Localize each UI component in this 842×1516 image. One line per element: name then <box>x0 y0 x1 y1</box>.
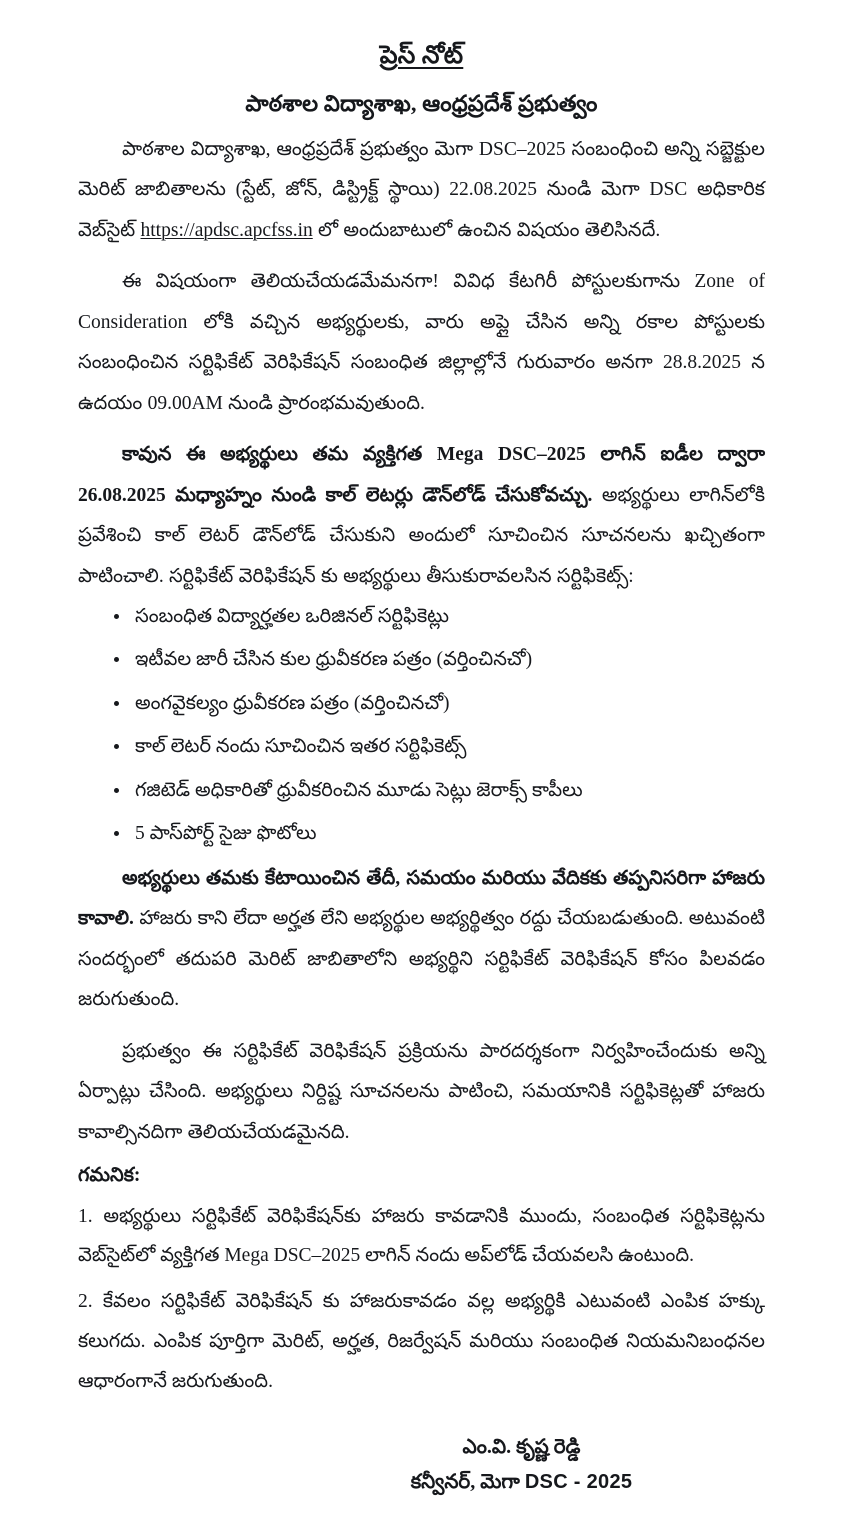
list-item <box>78 734 765 761</box>
note-heading: గమనిక: <box>78 1165 141 1187</box>
signatory-role <box>278 1466 765 1498</box>
note-item-2: 2. కేవలం సర్టిఫికేట్ వెరిఫికేషన్ కు హాజరుకావడం వల్ల అభ్యర్థికి ఎటువంటి ఎంపిక హక్కు కలుగదు. ఎంపిక పూర్తిగా మెరిట్, అర్హత, రిజర్వేషన్ మరియు సంబంధిత నియమనిబంధనల ఆధారంగానే జరుగుతుంది. <box>78 1291 765 1392</box>
bullet-icon <box>114 788 119 793</box>
signatory-role-latin: DSC - 2025 <box>524 1470 633 1493</box>
bullet-icon <box>114 744 119 749</box>
paragraph-1 <box>78 130 765 252</box>
list-item <box>78 604 765 631</box>
note-item-1: 1. అభ్యర్థులు సర్టిఫికేట్ వెరిఫికేషన్‌కు హాజరు కావడానికి ముందు, సంబంధిత సర్టిఫికెట్లను వెబ్‌సైట్‌లో వ్యక్తిగత Mega DSC–2025 లాగిన్ నందు అప్‌లోడ్ చేయవలసి ఉంటుంది. <box>78 1205 765 1267</box>
list-item <box>78 778 765 805</box>
paragraph-4-rest: హాజరు కాని లేదా అర్హత లేని అభ్యర్థుల అభ్యర్థిత్వం రద్దు చేయబడుతుంది. అటువంటి సందర్భంలో తదుపరి మెరిట్ జాబితాలోని అభ్యర్థిని సర్టిఫికేట్ వెరిఫికేషన్ కోసం పిలవడం జరుగుతుంది. <box>78 908 765 1011</box>
list-item <box>78 691 765 718</box>
list-item-label: గజిటెడ్ అధికారితో ధ్రువీకరించిన మూడు సెట్లు జెరాక్స్ కాపీలు <box>135 779 583 801</box>
list-item-label: 5 పాస్‌పోర్ట్ సైజు ఫొటోలు <box>135 823 317 845</box>
signatory-name: ఎం.వి. కృష్ణ రెడ్డి <box>462 1435 581 1458</box>
paragraph-2: ఈ విషయంగా తెలియచేయడమేమనగా! వివిధ కేటగిరీ పోస్టులకుగాను Zone of Consideration లోకి వచ్చిన అభ్యర్థులకు, వారు అప్లై చేసిన అన్ని రకాల పోస్టులకు సంబంధించిన సర్టిఫికేట్ వెరిఫికేషన్ సంబంధిత జిల్లాల్లోనే గురువారం అనగా 28.8.2025 న ఉదయం 09.00AM నుండి ప్రారంభమవుతుంది. <box>78 271 765 414</box>
signature-block <box>78 1432 765 1498</box>
department-subtitle: పాఠశాల విద్యాశాఖ, ఆంధ్రప్రదేశ్ ప్రభుత్వం <box>245 91 598 117</box>
paragraph-3-rest: అభ్యర్థులు లాగిన్‌లోకి ప్రవేశించి కాల్ లెటర్ డౌన్‌లోడ్ చేసుకుని అందులో సూచించిన సూచనలను ఖచ్చితంగా పాటించాలి. సర్టిఫికేట్ వెరిఫికేషన్ కు అభ్యర్థులు తీసుకురావలసిన సర్టిఫికెట్స్: <box>78 484 766 587</box>
list-item-label: కాల్ లెటర్ నందు సూచించిన ఇతర సర్టిఫికెట్స్ <box>135 736 467 758</box>
paragraph-3-highlight: కావున ఈ అభ్యర్థులు తమ వ్యక్తిగత Mega DSC–2025 లాగిన్ ఐడీల ద్వారా 26.08.2025 మధ్యాహ్నం నుండి కాల్ లెటర్లు డౌన్‌లోడ్ చేసుకోవచ్చు. <box>78 444 765 506</box>
bullet-icon <box>114 657 119 662</box>
page-title-text: ప్రెస్ నోట్ <box>379 42 464 69</box>
paragraph-1-text-before-link: పాఠశాల విద్యాశాఖ, ఆంధ్రప్రదేశ్ ప్రభుత్వం మెగా DSC–2025 సంబంధించి అన్ని సబ్జెక్టుల మెరిట్ జాబితాలను (స్టేట్, జోన్, డిస్ట్రిక్ట్ స్థాయి) 22.08.2025 నుండి మెగా DSC అధికారిక వెబ్‌సైట్ <box>78 138 765 241</box>
list-item-label: అంగవైకల్యం ధ్రువీకరణ పత్రం (వర్తించినచో) <box>135 692 450 714</box>
bullet-icon <box>114 701 119 706</box>
list-item-label: సంబంధిత విద్యార్హతల ఒరిజినల్ సర్టిఫికెట్లు <box>135 605 449 627</box>
bullet-icon <box>114 831 119 836</box>
paragraph-4 <box>78 859 765 1021</box>
list-item <box>78 647 765 674</box>
signatory-role-prefix: కన్వీనర్, మెగా <box>410 1470 525 1493</box>
certificate-list <box>78 604 765 848</box>
paragraph-1-text-after-link: లో అందుబాటులో ఉంచిన విషయం తెలిసినదే. <box>318 219 661 241</box>
list-item-label: ఇటీవల జారీ చేసిన కుల ధ్రువీకరణ పత్రం (వర్తించినచో) <box>135 649 533 671</box>
bullet-icon <box>114 614 119 619</box>
paragraph-4-highlight: అభ్యర్థులు తమకు కేటాయించిన తేదీ, సమయం మరియు వేదికకు తప్పనిసరిగా హాజరు కావాలి. <box>78 867 765 930</box>
apdsc-website-link[interactable]: https://apdsc.apcfss.in <box>140 219 313 241</box>
list-item <box>78 821 765 848</box>
paragraph-3 <box>78 435 765 597</box>
paragraph-5: ప్రభుత్వం ఈ సర్టిఫికేట్ వెరిఫికేషన్ ప్రక్రియను పారదర్శకంగా నిర్వహించేందుకు అన్ని ఏర్పాట్లు చేసింది. అభ్యర్థులు నిర్దిష్ట సూచనలను పాటించి, సమయానికి సర్టిఫికెట్లతో హాజరు కావాల్సినదిగా తెలియచేయడమైనది. <box>78 1040 765 1143</box>
page-title <box>78 40 765 71</box>
